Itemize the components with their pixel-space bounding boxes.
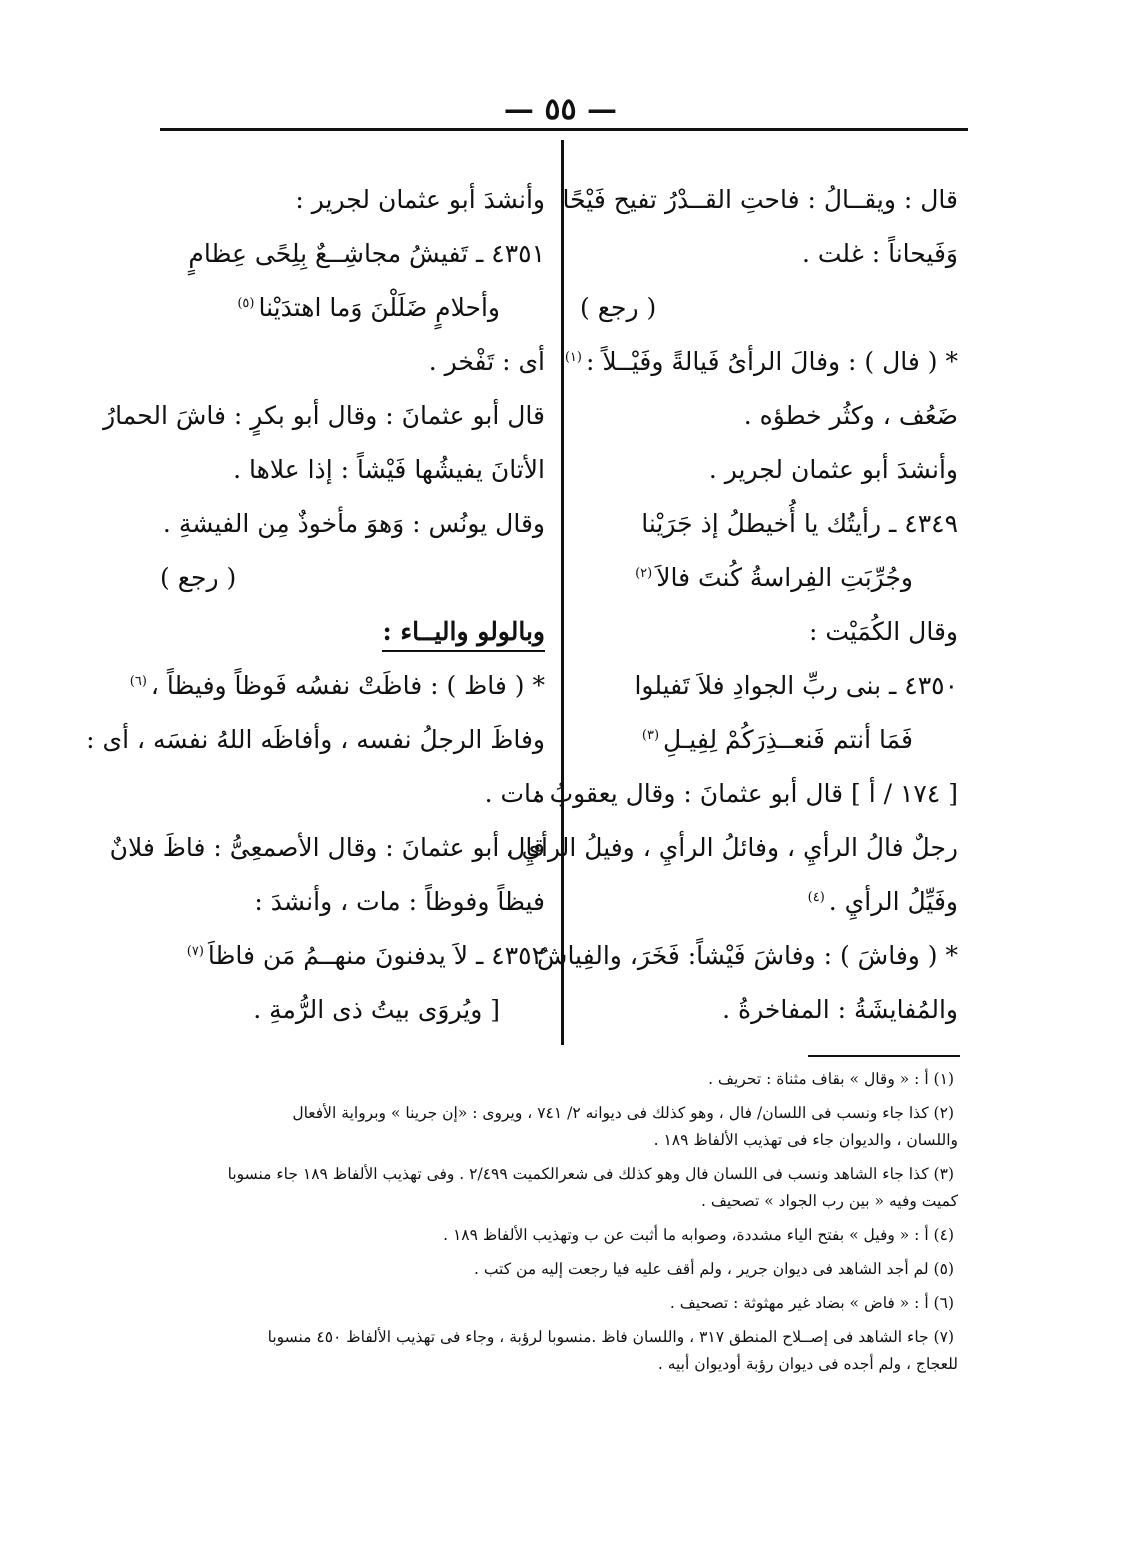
footnote-mark: (٢) xyxy=(635,565,653,581)
verse-line: [ ويُروَى بيتُ ذى الرُّمةِ . xyxy=(253,995,500,1024)
text-line: والمُفايشَةُ : المفاخرةُ . xyxy=(722,995,958,1024)
text-line: وَفَيحاناً : غلت . xyxy=(801,239,958,268)
return-tag: ( رجع ) xyxy=(580,293,657,322)
column-divider xyxy=(561,140,564,1045)
verse-line: ٤٣٥١ ـ تَفيشُ مجاشِــعٌ بِلِحًى عِظامٍ xyxy=(188,239,545,268)
footnote-mark: (٣) xyxy=(641,727,660,743)
footnote-mark: (٧) xyxy=(186,943,204,959)
text-line: [ ١٧٤ / أ ] قال أبو عثمانَ : وقال يعقوبُ : xyxy=(533,779,958,808)
left-column xyxy=(86,178,545,1038)
footnote: (٥) لم أجد الشاهد فى ديوان جرير ، ولم أقف عليه فيا رجعت إليه من كتب . xyxy=(473,1260,954,1278)
verse-line: ٤٣٥٢ ـ لاَ يدفنونَ منهــمُ مَن فاظاَ$^{(٧)}$ xyxy=(186,941,545,970)
footnote: (٢) كذا جاء ونسب فى اللسان/ فال ، وهو كذلك فى ديوانه ٢/ ٧٤١ ، ويروى : «إن جرينا » وبرواية الأفعال xyxy=(292,1104,954,1122)
verse-line: ٤٣٥٠ ـ بنى ربِّ الجوادِ فلاَ تَفيلوا xyxy=(634,671,958,700)
text-line: رجلٌ فالُ الرأيِ ، وفائلُ الرأيِ ، وفيلُ الرأيِ ، xyxy=(505,833,958,862)
text-line: وقال الكُمَيْت : xyxy=(808,617,958,646)
footnote: (٤) أ : « وفيل » بفتح الياء مشددة، وصوابه ما أثبت عن ب وتهذيب الألفاظ ١٨٩ . xyxy=(443,1226,954,1244)
footnote-mark: (٤) xyxy=(807,889,825,905)
text-line: أى : تَفْخر . xyxy=(428,347,545,376)
page-number: — ٥٥ — xyxy=(503,92,618,127)
footnote: (٧) جاء الشاهد فى إصــلاح المنطق ٣١٧ ، واللسان فاظ .منسوبا لرؤبة ، وجاء فى تهذيب الألفاظ ٤٥٠ منسوبا xyxy=(267,1328,954,1346)
verse-line: ٤٣٤٩ ـ رأيتُك يا أُخيطلُ إذ جَرَيْنا xyxy=(641,509,958,538)
text-line: وقال يونُس : وَهوَ مأخوذٌ مِن الفيشةِ . xyxy=(162,509,545,538)
footnote: (٦) أ : « فاض » بضاد غير مهثوثة : تصحيف . xyxy=(669,1294,954,1312)
footnote-mark: (٦) xyxy=(129,673,147,689)
footnote-continuation: كميت وفيه « بين رب الجواد » تصحيف . xyxy=(700,1192,958,1210)
text-line: وفَيِّلُ الرأيِ .$^{(٤)}$ xyxy=(807,887,958,916)
footnote-continuation: واللسان ، والديوان جاء فى تهذيب الألفاظ ١٨٩ . xyxy=(653,1131,958,1149)
footnote-continuation: للعجاج ، ولم أجده فى ديوان رؤبة أوديوان أبيه . xyxy=(657,1355,958,1373)
footnote-rule xyxy=(808,1055,960,1057)
text-line: قال أبو عثمانَ : وقال الأصمعِىُّ : فاظَ فلانٌ xyxy=(109,833,545,862)
text-line: وفاظَ الرجلُ نفسه ، وأفاظَه اللهُ نفسَه ، أى : xyxy=(86,725,545,754)
text-line: الأتانَ يفيشُها فَيْشاً : إذا علاها . xyxy=(233,455,545,484)
return-tag: ( رجع ) xyxy=(160,563,237,592)
header-rule xyxy=(160,128,968,131)
entry-line: * ( فاظ ) : فاظَتْ نفسُه فَوظاً وفيظاً ،$^{(٦)}$ xyxy=(129,671,545,700)
text-line: وأنشدَ أبو عثمان لجرير . xyxy=(708,455,958,484)
text-line: مات . xyxy=(484,779,545,808)
entry-line: * ( وفاشَ ) : وفاشَ فَيْشاً: فَخَرَ، والفِياشُ xyxy=(536,941,958,970)
text-line: قال : ويقــالُ : فاحتِ القــدْرُ تفيح فَيْحًا xyxy=(562,185,958,214)
entry-line: * ( فال ) : وفالَ الرأىُ فَيالةً وفَيْــلاً :$^{(١)}$ xyxy=(564,347,958,376)
footnotes xyxy=(160,1066,958,1378)
footnote-mark: (١) xyxy=(564,349,582,365)
verse-line: وأحلامٍ ضَلَلْنَ وَما اهتدَيْنا$^{(٥)}$ xyxy=(237,293,500,322)
footnote-mark: (٥) xyxy=(237,295,255,311)
footnote: (٣) كذا جاء الشاهد ونسب فى اللسان فال وهو كذلك فى شعرالكميت ٢/٤٩٩ . وفى تهذيب الألفاظ ١٨٩ جاء منسوبا xyxy=(227,1165,954,1183)
verse-line: وجُرِّبَتِ الفِراسةُ كُنتَ فالاَ$^{(٢)}$ xyxy=(635,563,913,592)
text-line: وأنشدَ أبو عثمان لجرير : xyxy=(295,185,545,214)
text-line: قال أبو عثمانَ : وقال أبو بكرٍ : فاشَ الحمارُ xyxy=(103,401,545,430)
footnote: (١) أ : « وقال » بقاف مثناة : تحريف . xyxy=(708,1070,954,1088)
verse-line: فَمَا أنتم فَنعــذِرَكُمْ لِفِيـلِ$^{(٣)}$ xyxy=(641,725,913,754)
text-line: ضَعُف ، وكثُر خطؤه . xyxy=(743,401,958,430)
section-heading: وبالولو واليــاء : xyxy=(160,610,545,664)
text-line: فيظاً وفوظاً : مات ، وأنشدَ : xyxy=(254,887,545,916)
